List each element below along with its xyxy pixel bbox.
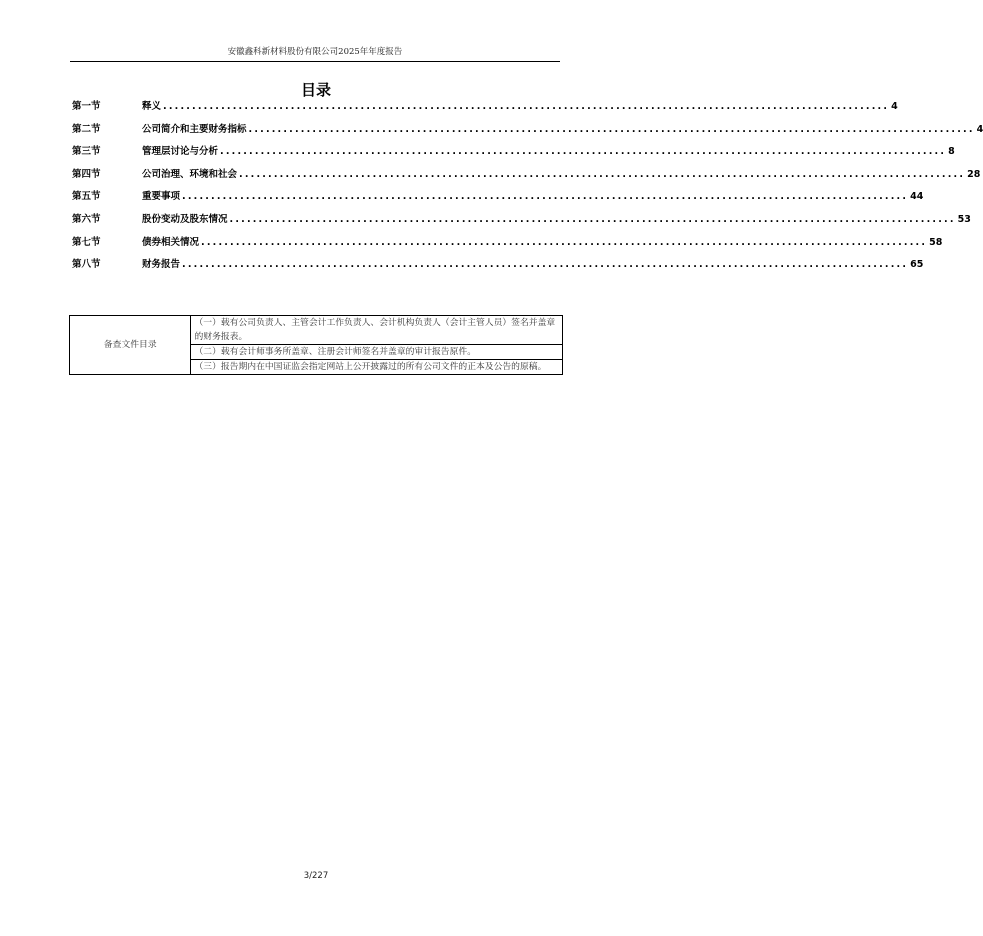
toc-section-name: 管理层讨论与分析 (142, 146, 219, 158)
toc-section-number: 第七节 (72, 236, 101, 248)
toc-entry[interactable] (72, 235, 943, 258)
toc-section-number: 第一节 (72, 101, 101, 112)
toc-entry[interactable] (72, 167, 981, 190)
toc-leader-dots: ............................................................................................................................. (220, 146, 947, 158)
running-header: 安徽鑫科新材料股份有限公司2025年年度报告 (227, 47, 403, 57)
toc-title: 目录 (300, 81, 331, 99)
page-number: 3/227 (303, 871, 329, 881)
toc-page-number: 58 (929, 236, 943, 248)
toc-section-name: 债券相关情况 (142, 236, 200, 248)
toc-section-name: 财务报告 (142, 259, 181, 271)
reference-documents-label: 备查文件目录 (70, 316, 191, 375)
table-row (70, 316, 563, 345)
toc-section-name: 公司治理、环境和社会 (142, 168, 238, 180)
toc-leader-dots: ............................................................................................................................. (239, 168, 966, 180)
toc-section-name: 股份变动及股东情况 (142, 213, 228, 225)
toc-page-number: 4 (976, 123, 983, 135)
toc-section-name: 公司简介和主要财务指标 (142, 123, 247, 135)
toc-page-number: 44 (910, 191, 924, 203)
toc-section-number: 第二节 (72, 123, 101, 135)
toc-leader-dots: ............................................................................................................................. (229, 213, 956, 225)
toc-leader-dots: ............................................................................................................................. (201, 236, 928, 248)
toc-section-number: 第八节 (72, 259, 101, 271)
toc-page-number: 4 (891, 101, 898, 112)
reference-document-item: （一）载有公司负责人、主管会计工作负责人、会计机构负责人（会计主管人员）签名并盖章的财务报表。 (191, 316, 563, 345)
toc-section-number: 第四节 (72, 168, 101, 180)
toc-entry[interactable] (72, 99, 898, 122)
toc-page-number: 53 (957, 213, 971, 225)
toc-page-number: 28 (967, 168, 981, 180)
table-of-contents (72, 99, 983, 280)
reference-document-item: （二）载有会计师事务所盖章、注册会计师签名并盖章的审计报告原件。 (191, 345, 563, 360)
toc-leader-dots: ............................................................................................................................. (163, 101, 890, 112)
reference-documents-table (69, 315, 563, 375)
toc-leader-dots: ............................................................................................................................. (182, 259, 909, 271)
toc-section-name: 重要事项 (142, 191, 181, 203)
toc-section-name: 释义 (142, 101, 162, 112)
toc-entry[interactable] (72, 144, 955, 167)
toc-section-number: 第三节 (72, 146, 101, 158)
reference-document-item: （三）报告期内在中国证监会指定网站上公开披露过的所有公司文件的正本及公告的原稿。 (191, 360, 563, 375)
toc-entry[interactable] (72, 122, 983, 145)
toc-entry[interactable] (72, 212, 971, 235)
header-divider (70, 61, 560, 62)
toc-leader-dots: ............................................................................................................................. (182, 191, 909, 203)
toc-entry[interactable] (72, 189, 924, 212)
toc-section-number: 第五节 (72, 191, 101, 203)
toc-page-number: 8 (948, 146, 955, 158)
toc-section-number: 第六节 (72, 213, 101, 225)
toc-page-number: 65 (910, 259, 924, 271)
toc-leader-dots: ............................................................................................................................. (248, 123, 975, 135)
toc-entry[interactable] (72, 257, 924, 280)
